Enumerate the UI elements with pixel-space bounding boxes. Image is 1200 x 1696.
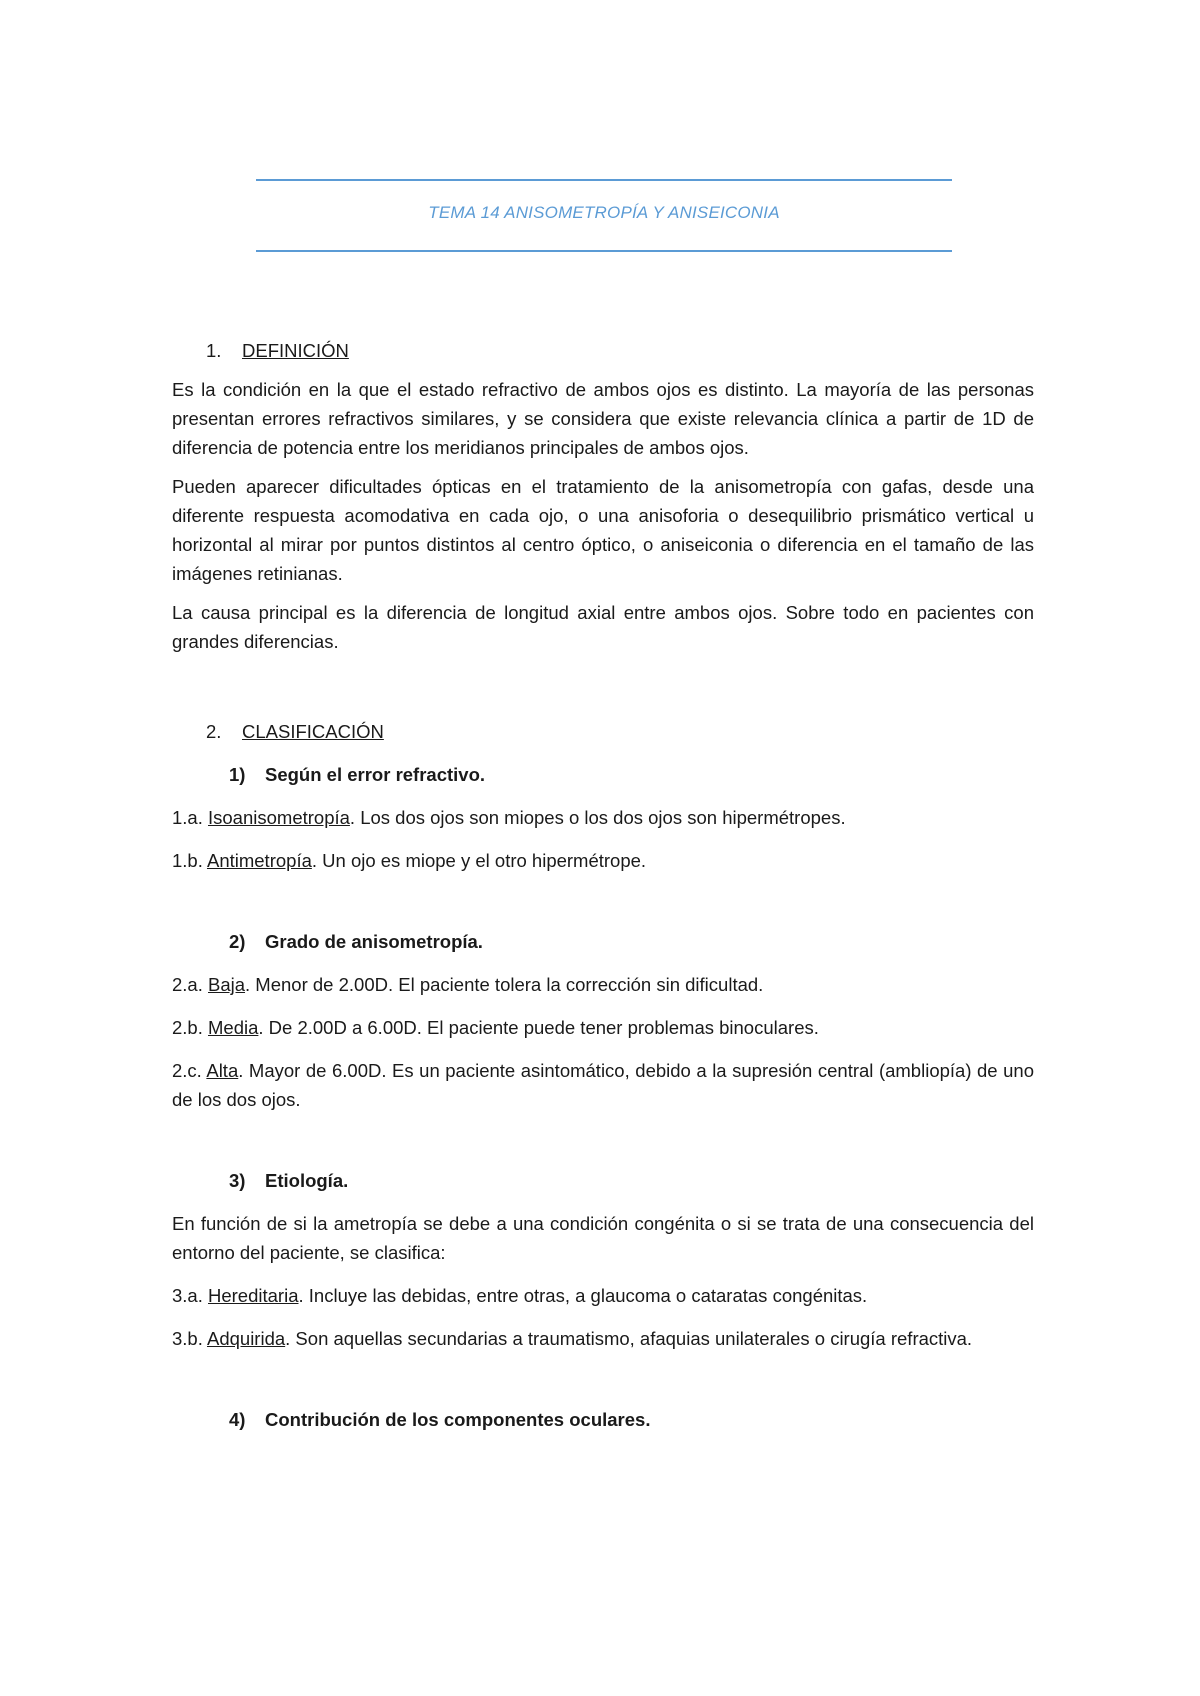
list-item <box>172 803 1034 832</box>
item-text: . Son aquellas secundarias a traumatismo, afaquias unilaterales o cirugía refractiva. <box>285 1328 973 1349</box>
document-body <box>172 336 1034 1434</box>
subsection-title: Contribución de los componentes oculares. <box>265 1409 651 1430</box>
subsection-heading-etiologia <box>172 1166 1034 1195</box>
item-term: Media <box>208 1017 259 1038</box>
subsection-heading-componentes <box>172 1405 1034 1434</box>
section-title: CLASIFICACIÓN <box>242 721 384 742</box>
item-text: . De 2.00D a 6.00D. El paciente puede tener problemas binoculares. <box>258 1017 819 1038</box>
paragraph: En función de si la ametropía se debe a una condición congénita o si se trata de una consecuencia del entorno del paciente, se clasifica: <box>172 1213 1034 1263</box>
item-term: Adquirida <box>206 1328 286 1349</box>
list-item <box>172 1324 1034 1353</box>
item-prefix: 1.b. <box>172 850 203 871</box>
item-term: Alta <box>206 1060 239 1081</box>
paragraph: Pueden aparecer dificultades ópticas en el tratamiento de la anisometropía con gafas, desde una diferente respuesta acomodativa en cada ojo, o una anisoforia o desequilibrio prismático vertical u horizontal al mirar por puntos distintos al centro óptico, o aniseiconia o diferencia en el tamaño de las imágenes retinianas. <box>172 476 1034 584</box>
item-prefix: 3.a. <box>172 1285 203 1306</box>
item-prefix: 2.b. <box>172 1017 203 1038</box>
subsection-title: Etiología. <box>265 1170 349 1191</box>
item-term: Hereditaria <box>208 1285 299 1306</box>
paragraph: La causa principal es la diferencia de longitud axial entre ambos ojos. Sobre todo en pacientes con grandes diferencias. <box>172 602 1034 652</box>
item-text: . Incluye las debidas, entre otras, a glaucoma o cataratas congénitas. <box>298 1285 868 1306</box>
item-prefix: 2.c. <box>172 1060 202 1081</box>
list-item <box>172 1013 1034 1042</box>
subsection-number: 1) <box>229 764 246 785</box>
item-prefix: 2.a. <box>172 974 203 995</box>
list-item <box>172 970 1034 999</box>
item-text: . Un ojo es miope y el otro hipermétrope. <box>311 850 647 871</box>
title-top-rule <box>256 179 952 181</box>
section-number: 2. <box>206 721 222 742</box>
section-title: DEFINICIÓN <box>242 340 349 361</box>
title-bottom-rule <box>256 250 952 252</box>
list-item <box>172 1281 1034 1310</box>
item-text: . Menor de 2.00D. El paciente tolera la corrección sin dificultad. <box>245 974 764 995</box>
list-item <box>172 846 1034 875</box>
section-heading-definicion <box>172 336 1034 365</box>
list-item <box>172 1056 1034 1114</box>
subsection-title: Según el error refractivo. <box>265 764 486 785</box>
item-prefix: 3.b. <box>172 1328 203 1349</box>
item-term: Antimetropía <box>206 850 312 871</box>
item-term: Isoanisometropía <box>208 807 350 828</box>
document-title: TEMA 14 ANISOMETROPÍA Y ANISEICONIA <box>428 203 780 222</box>
item-text: . Los dos ojos son miopes o los dos ojos son hipermétropes. <box>349 807 846 828</box>
item-term: Baja <box>208 974 246 995</box>
subsection-number: 3) <box>229 1170 246 1191</box>
subsection-heading-grado <box>172 927 1034 956</box>
subsection-number: 4) <box>229 1409 246 1430</box>
section-heading-clasificacion <box>172 717 1034 746</box>
item-prefix: 1.a. <box>172 807 203 828</box>
item-text: . Mayor de 6.00D. Es un paciente asintomático, debido a la supresión central (ambliopía) de uno de los dos ojos. <box>172 1060 1035 1110</box>
paragraph: Es la condición en la que el estado refractivo de ambos ojos es distinto. La mayoría de las personas presentan errores refractivos similares, y se considera que existe relevancia clínica a partir de 1D de diferencia de potencia entre los meridianos principales de ambos ojos. <box>172 379 1034 458</box>
subsection-title: Grado de anisometropía. <box>265 931 483 952</box>
subsection-heading-error-refractivo <box>172 760 1034 789</box>
section-number: 1. <box>206 340 222 361</box>
subsection-number: 2) <box>229 931 246 952</box>
